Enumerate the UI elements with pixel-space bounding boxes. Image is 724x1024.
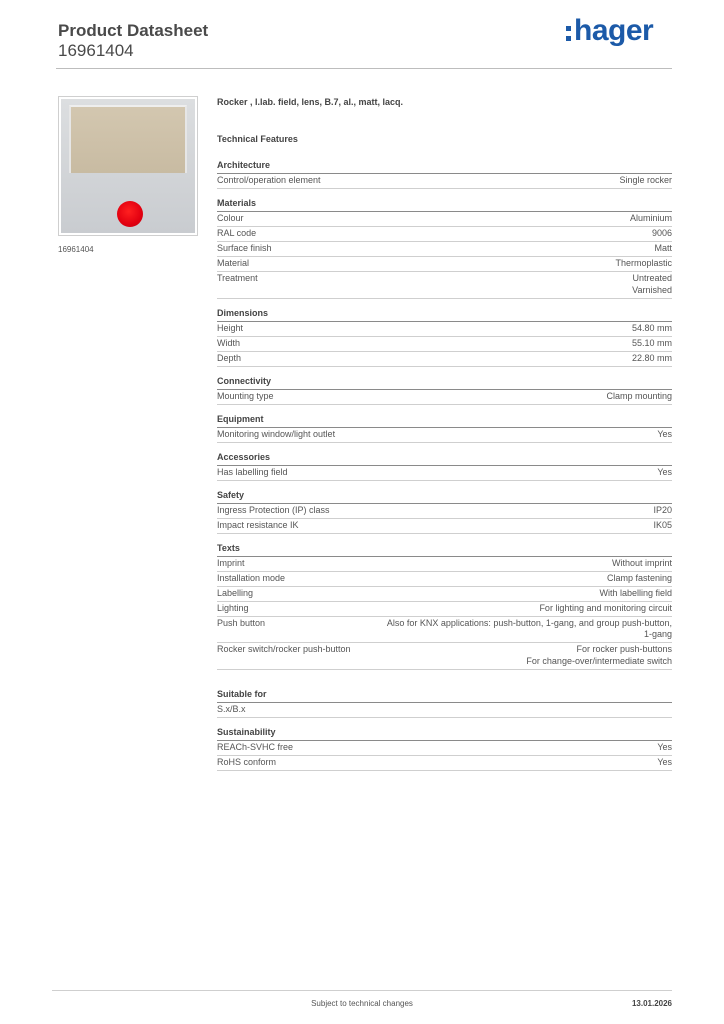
spec-value-line: Yes	[657, 466, 672, 477]
spec-value	[298, 467, 672, 479]
spec-value-line: For lighting and monitoring circuit	[539, 602, 672, 613]
spec-row	[217, 519, 672, 534]
spec-value-line: Untreated	[632, 273, 672, 283]
spec-label: Lighting	[217, 602, 249, 613]
spec-value	[254, 213, 672, 225]
red-lens	[117, 201, 143, 227]
label-field	[69, 105, 187, 173]
spec-label: Height	[217, 322, 244, 333]
spec-value	[259, 603, 672, 615]
header-divider	[56, 68, 672, 69]
section-title: Materials	[217, 197, 672, 212]
spec-value-line: For rocker push-buttons	[576, 644, 672, 654]
product-description: Rocker , l.lab. field, lens, B.7, al., matt, lacq.	[217, 97, 404, 107]
spec-row	[217, 322, 672, 337]
spec-label: Control/operation element	[217, 175, 321, 185]
section-title: Sustainability	[217, 726, 672, 741]
section-title: Suitable for	[217, 688, 672, 703]
footer-date: 13.01.2026	[631, 999, 672, 1008]
spec-row	[217, 756, 672, 771]
section-dimensions	[217, 307, 672, 367]
spec-row	[217, 257, 672, 272]
page-title: Product Datasheet	[58, 21, 209, 40]
spec-label: REACh-SVHC free	[217, 741, 294, 752]
spec-value-line: Without imprint	[611, 557, 672, 568]
spec-value-line: Clamp mounting	[606, 390, 672, 401]
section-title: Equipment	[217, 413, 672, 428]
spec-row	[217, 602, 672, 617]
spec-value-line: Clamp fastening	[606, 572, 672, 583]
spec-row	[217, 617, 672, 644]
spec-value	[361, 644, 672, 667]
section-safety	[217, 489, 672, 534]
spec-value-line: 54.80 mm	[631, 322, 672, 333]
section-title: Architecture	[217, 159, 672, 174]
spec-value	[275, 618, 672, 641]
section-materials	[217, 197, 672, 299]
spec-row	[217, 572, 672, 587]
spec-value	[263, 588, 672, 600]
spec-row	[217, 587, 672, 602]
section-equipment	[217, 413, 672, 443]
spec-label: Surface finish	[217, 243, 272, 253]
spec-value-line: With labelling field	[599, 587, 672, 598]
spec-row	[217, 557, 672, 572]
spec-label: Material	[217, 258, 250, 268]
spec-row	[217, 466, 672, 481]
spec-label: Rocker switch/rocker push-button	[217, 644, 351, 654]
section-suitable-for	[217, 688, 672, 718]
spec-value	[345, 429, 672, 441]
section-sustainability	[217, 726, 672, 771]
product-number: 16961404	[58, 41, 134, 60]
spec-row	[217, 227, 672, 242]
spec-row	[217, 390, 672, 405]
section-title: Accessories	[217, 451, 672, 466]
spec-row	[217, 242, 672, 257]
logo-text: hager	[574, 14, 654, 47]
spec-label: Depth	[217, 352, 242, 363]
spec-label: Imprint	[217, 557, 245, 568]
spec-value-line	[256, 704, 672, 716]
spec-value	[250, 338, 672, 350]
spec-label: RAL code	[217, 228, 257, 238]
product-image	[58, 96, 198, 236]
spec-row	[217, 272, 672, 299]
spec-label: Treatment	[217, 273, 258, 283]
section-title: Safety	[217, 489, 672, 504]
spec-value-line: Thermoplastic	[615, 258, 672, 268]
spec-row	[217, 504, 672, 519]
spec-label: S.x/B.x	[217, 703, 246, 714]
spec-value	[253, 323, 672, 335]
spec-value	[295, 573, 672, 585]
section-connectivity	[217, 375, 672, 405]
technical-features-title: Technical Features	[217, 134, 298, 144]
spec-row	[217, 741, 672, 756]
spec-value	[268, 273, 672, 296]
spec-value	[256, 704, 672, 716]
logo-colon-icon	[566, 26, 571, 41]
spec-value-line: Yes	[657, 741, 672, 752]
spec-value-line: 55.10 mm	[631, 337, 672, 348]
spec-row	[217, 174, 672, 189]
spec-value	[266, 228, 672, 240]
spec-label: Monitoring window/light outlet	[217, 428, 336, 439]
spec-value-line: 22.80 mm	[631, 352, 672, 363]
spec-label: Has labelling field	[217, 466, 288, 477]
footer-note: Subject to technical changes	[311, 999, 413, 1008]
spec-value	[259, 258, 672, 270]
spec-row	[217, 643, 672, 670]
spec-value	[255, 558, 672, 570]
spec-row	[217, 212, 672, 227]
spec-label: Installation mode	[217, 572, 286, 583]
spec-value-line: Also for KNX applications: push-button, 1-gang, and group push-button,	[386, 617, 672, 628]
spec-label: Push button	[217, 617, 266, 628]
spec-value	[309, 520, 672, 532]
spec-value-line: Single rocker	[619, 175, 672, 185]
datasheet-content	[217, 96, 672, 779]
spec-value	[282, 243, 672, 255]
spec-value-line: Matt	[654, 243, 672, 253]
spec-row	[217, 428, 672, 443]
spec-label: Mounting type	[217, 390, 274, 401]
spec-value-line: IP20	[653, 504, 672, 515]
spec-label: Colour	[217, 213, 244, 223]
spec-value-line: For change-over/intermediate switch	[526, 655, 672, 666]
spec-value	[340, 505, 672, 517]
section-title: Connectivity	[217, 375, 672, 390]
page-header	[58, 20, 208, 61]
spec-value	[284, 391, 672, 403]
section-title: Dimensions	[217, 307, 672, 322]
spec-value	[286, 757, 672, 769]
spec-value-line: 1-gang	[643, 629, 672, 639]
spec-value	[251, 353, 672, 365]
spec-value-line: 9006	[651, 228, 672, 238]
section-architecture	[217, 159, 672, 189]
spec-value-line: IK05	[653, 519, 672, 530]
section-texts	[217, 542, 672, 670]
feature-sections	[217, 159, 672, 771]
rocker-plate	[61, 99, 195, 233]
spec-row	[217, 703, 672, 718]
image-caption: 16961404	[58, 245, 94, 254]
section-title: Texts	[217, 542, 672, 557]
spec-value-line: Varnished	[632, 284, 672, 295]
spec-row	[217, 337, 672, 352]
footer-divider	[52, 990, 672, 991]
spec-row	[217, 352, 672, 367]
spec-value-line: Aluminium	[629, 213, 672, 223]
spec-value	[303, 742, 672, 754]
spec-label: Width	[217, 337, 241, 348]
hager-logo	[566, 14, 653, 48]
spec-label: RoHS conform	[217, 756, 277, 767]
spec-value	[331, 175, 672, 187]
spec-value-line: Yes	[657, 428, 672, 439]
section-accessories	[217, 451, 672, 481]
spec-label: Ingress Protection (IP) class	[217, 504, 330, 515]
spec-value-line: Yes	[657, 756, 672, 767]
spec-label: Impact resistance IK	[217, 519, 299, 530]
spec-label: Labelling	[217, 587, 254, 598]
